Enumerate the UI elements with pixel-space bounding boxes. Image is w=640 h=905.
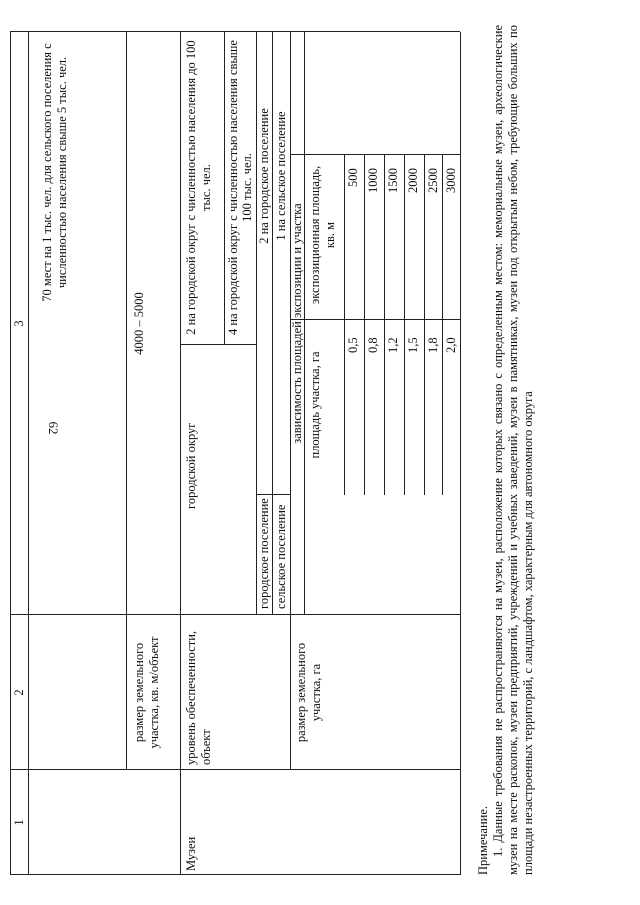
expo-col-header: экспозиционная площадь, кв. м <box>308 165 337 305</box>
urban-settlement-label: городское поселение <box>257 498 271 609</box>
area-cell: 1,5 <box>406 337 420 353</box>
urban-settlement-value: 2 на городское поселение <box>257 108 271 244</box>
rural-settlement-label: сельское поселение <box>274 504 288 609</box>
expo-cell: 2000 <box>406 168 420 193</box>
expo-cell: 2500 <box>426 168 440 193</box>
category-museums: Музеи <box>184 836 198 871</box>
note-title: Примечание. <box>476 805 490 875</box>
city-large-value: 4 на городской округ с численностью населения свыше 100 тыс. чел. <box>226 40 254 335</box>
expo-cell: 3000 <box>444 168 458 193</box>
provision-label: уровень обеспеченности, объект <box>184 630 213 765</box>
area-cell: 2,0 <box>444 337 458 353</box>
note-block <box>476 25 536 875</box>
area-cell: 0,5 <box>346 337 360 353</box>
page-number: 62 <box>46 421 61 435</box>
area-cell: 0,8 <box>366 337 380 353</box>
area-cell: 1,8 <box>426 337 440 353</box>
plot-size-label: размер земельного участка, га <box>294 642 323 743</box>
area-cell: 1,2 <box>386 337 400 353</box>
size-value: 4000 – 5000 <box>132 292 146 355</box>
rural-capacity-note: 70 мест на 1 тыс. чел. для сельского поселения с численностью населения свыше 5 тыс. чел. <box>40 43 69 302</box>
dependency-title: зависимость площадей экспозиции и участка <box>290 203 304 444</box>
expo-cell: 500 <box>346 168 360 187</box>
area-col-header: площадь участка, га <box>308 351 322 459</box>
city-small-value: 2 на городской округ с численностью населения до 100 тыс. чел. <box>184 40 213 335</box>
header-col-1: 1 <box>12 819 26 826</box>
city-district: городской округ <box>184 422 198 509</box>
expo-cell: 1000 <box>366 168 380 193</box>
expo-cell: 1500 <box>386 168 400 193</box>
header-col-3: 3 <box>12 320 26 327</box>
note-text: 1. Данные требования не распространяются на музеи, расположение которых связано с определенным местом: мемориальные музеи, археологические музеи на месте раскопок, музеи предприятий, учреждений и учебных заведений, музеи в памятниках, музеи под открытым небом, требующие больших по площади незастроенных территорий, с ландшафтом, характерным для автономного округа <box>491 25 535 875</box>
header-col-2: 2 <box>12 689 26 696</box>
size-label-top: размер земельного участка, кв. м/объект <box>132 636 161 749</box>
rural-settlement-value: 1 на сельское поселение <box>274 111 288 241</box>
